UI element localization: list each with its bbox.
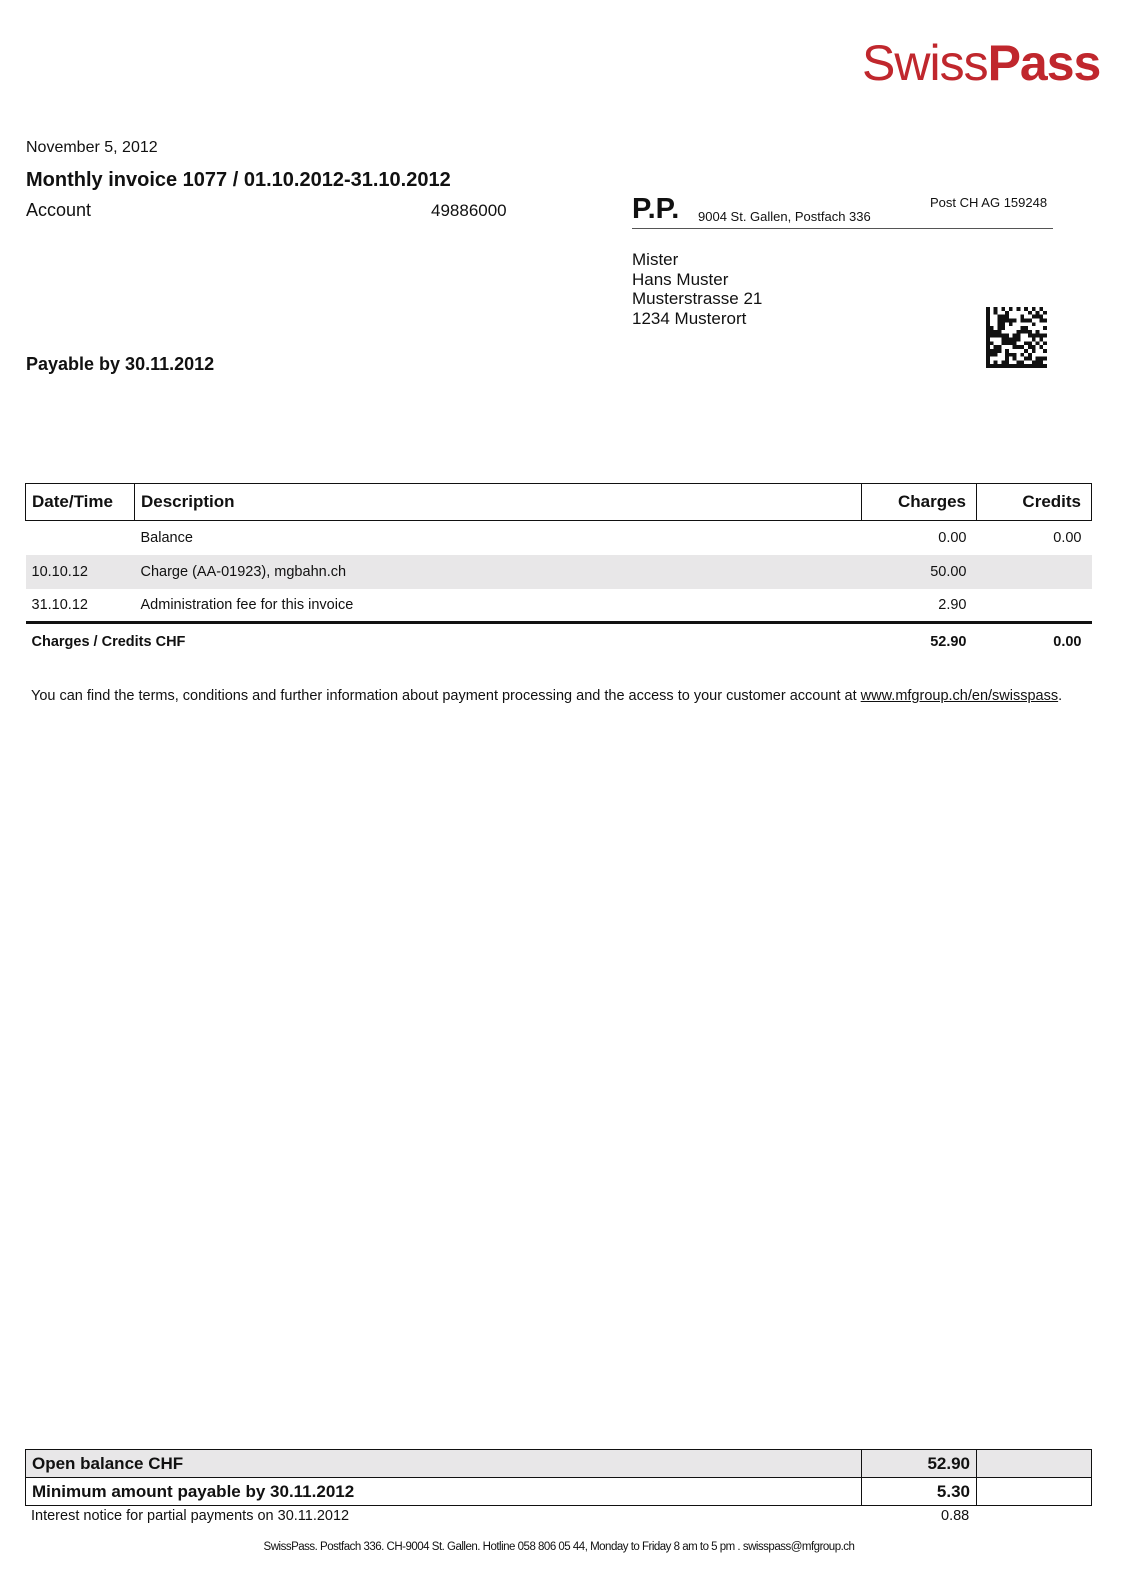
row-charges: 0.00	[938, 529, 967, 546]
summary-table	[25, 1449, 1092, 1506]
col-header-credits: Credits	[977, 484, 1092, 521]
row-date	[26, 521, 135, 555]
table-header-row	[26, 484, 1092, 521]
logo-text-bold: Pass	[987, 35, 1101, 91]
terms-link[interactable]: www.mfgroup.ch/en/swisspass	[860, 688, 1059, 704]
terms-suffix: .	[1058, 688, 1063, 704]
account-label: Account	[26, 200, 92, 220]
interest-notice-label: Interest notice for partial payments on 30.11.2012	[31, 1508, 350, 1524]
open-balance-row	[26, 1450, 1092, 1478]
row-credits: 0.00	[1053, 529, 1082, 546]
terms-text: You can find the terms, conditions and further information about payment processing and the access to your customer account at	[31, 688, 857, 704]
pp-mark: P.P.	[632, 193, 680, 225]
postal-divider	[632, 228, 1053, 229]
row-credits	[977, 589, 1092, 623]
post-ch-number: Post CH AG 159248	[930, 195, 1048, 210]
sender-address: 9004 St. Gallen, Postfach 336	[698, 209, 871, 224]
col-header-charges: Charges	[862, 484, 977, 521]
minimum-payable-label: Minimum amount payable by 30.11.2012	[26, 1478, 862, 1506]
minimum-payable-value: 5.30	[862, 1478, 977, 1506]
recipient-salutation: Mister	[632, 250, 679, 269]
open-balance-value: 52.90	[862, 1450, 977, 1478]
footer-contact: SwissPass. Postfach 336. CH-9004 St. Gallen. Hotline 058 806 05 44, Monday to Friday 8 am to 5 pm . swisspass@mfgroup.ch	[263, 1541, 855, 1553]
minimum-payable-row	[26, 1478, 1092, 1506]
table-row	[26, 589, 1092, 623]
recipient-name: Hans Muster	[632, 269, 729, 289]
recipient-address	[632, 250, 762, 329]
row-charges: 2.90	[938, 596, 967, 613]
table-row	[26, 555, 1092, 589]
row-date: 31.10.12	[31, 596, 88, 613]
swisspass-logo	[862, 35, 1101, 91]
totals-row	[26, 623, 1092, 661]
row-date: 10.10.12	[26, 555, 135, 589]
row-description: Administration fee for this invoice	[140, 596, 354, 613]
minimum-payable-empty	[977, 1478, 1092, 1506]
recipient-street: Musterstrasse 21	[632, 289, 763, 309]
transactions-table	[25, 483, 1092, 661]
row-charges: 50.00	[862, 555, 977, 589]
logo-text-light: Swiss	[862, 35, 988, 91]
totals-label: Charges / Credits CHF	[26, 623, 862, 661]
open-balance-label: Open balance CHF	[26, 1450, 862, 1478]
invoice-title: Monthly invoice 1077 / 01.10.2012-31.10.2012	[26, 169, 451, 191]
row-credits	[977, 555, 1092, 589]
open-balance-empty	[977, 1450, 1092, 1478]
row-description: Charge (AA-01923), mgbahn.ch	[135, 555, 862, 589]
recipient-city: 1234 Musterort	[632, 309, 747, 329]
account-number: 49886000	[431, 201, 507, 220]
interest-notice-value: 0.88	[941, 1508, 970, 1524]
invoice-date: November 5, 2012	[26, 139, 158, 156]
datamatrix-icon	[986, 307, 1047, 368]
payable-by-date: Payable by 30.11.2012	[26, 354, 215, 374]
terms-paragraph	[31, 688, 1091, 706]
col-header-date: Date/Time	[26, 484, 135, 521]
col-header-description: Description	[135, 484, 862, 521]
totals-charges: 52.90	[862, 623, 977, 661]
row-description: Balance	[140, 529, 193, 546]
table-row	[26, 521, 1092, 555]
totals-credits: 0.00	[977, 623, 1092, 661]
